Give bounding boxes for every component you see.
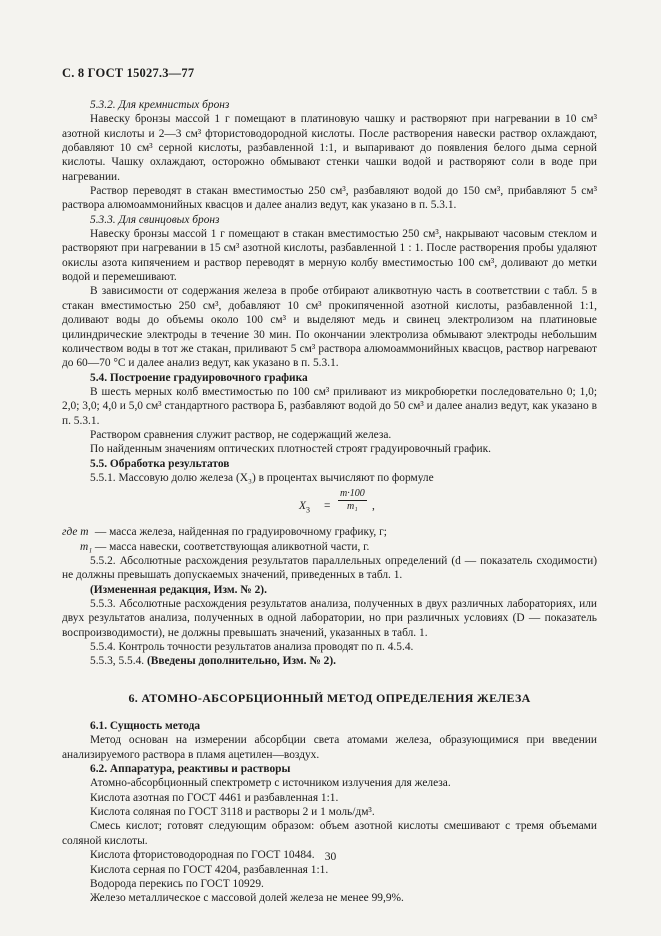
formula-denominator: m₁ [347, 501, 358, 513]
paragraph: В зависимости от содержания железа в пробе отбирают аликвотную часть в соответствии с табл. 5 в стакан вместимостью 250 см³, добавляют 10 см³ прокипяченной азотной кислоты, разбавленной 1:1, доливают воды до объемы около 100 см³ и выделяют медь и свинец электролизом на платиновые цилиндрические электроды в течение 30 мин. По окончании электролиза обмывают электроды небольшим количеством воды в тот же стакан, приливают 5 см³ раствора алюмоаммонийных квасцов, раствор нагревают до 60—70 °С и далее анализ ведут, как указано в п. 5.3.1. [62, 285, 597, 370]
note-prefix: 5.5.3, 5.5.4. [90, 655, 147, 668]
formula-index: 3 [305, 505, 310, 515]
paragraph: Раствор переводят в стакан вместимостью 250 см³, разбавляют водой до 150 см³, прибавляют 5 см³ раствора алюмоаммонийных квасцов и далее анализ ведут, как указано в п. 5.3.1. [62, 185, 597, 212]
paragraph: В шесть мерных колб вместимостью по 100 см³ приливают из микробюретки последовательно 0; 1,0; 2,0; 3,0; 4,0 и 5,0 см³ стандартного раствора Б, разбавляют водой до 50 см³ и далее анализ ведут, как указано в п. 5.3.1. [62, 385, 597, 427]
page-header: С. 8 ГОСТ 15027.3—77 [62, 66, 195, 80]
formula-legend-item [62, 525, 597, 539]
reagent-item: Кислота азотная по ГОСТ 4461 и разбавленная 1:1. [90, 791, 339, 804]
formula [62, 487, 597, 525]
reagent-item: Водорода перекись по ГОСТ 10929. [90, 877, 264, 890]
paragraph: 5.5.2. Абсолютные расхождения результатов параллельных определений (d — показатель сходимости) не должны превышать допускаемых значений, приведенных в табл. 1. [62, 554, 597, 582]
formula-numerator: m·100 [340, 488, 365, 500]
subsection-title-5-3-2: 5.3.2. Для кремнистых бронз [90, 99, 230, 111]
reagent-item: Железо металлическое с массовой долей железа не менее 99,9%. [90, 892, 404, 905]
subsection-title-5-3-3: 5.3.3. Для свинцовых бронз [90, 213, 220, 226]
legend-text: — масса железа, найденная по градуировочному графику, г; [94, 526, 387, 539]
formula-fraction [338, 488, 367, 513]
legend-text: — масса навески, соответствующая аликвотной части, г. [94, 540, 370, 553]
section-title-5-5: 5.5. Обработка результатов [90, 457, 230, 470]
section-title-6: 6. АТОМНО-АБСОРБЦИОННЫЙ МЕТОД ОПРЕДЕЛЕНИЯ ЖЕЛЕЗА [128, 690, 531, 705]
paragraph: Раствором сравнения служит раствор, не содержащий железа. [90, 428, 392, 441]
paragraph: 5.5.4. Контроль точности результатов анализа проводят по п. 4.5.4. [90, 641, 414, 654]
page-number: 30 [324, 851, 337, 863]
formula-lhs [299, 499, 310, 513]
section-title-5-4: 5.4. Построение градуировочного графика [90, 371, 308, 384]
note-bold: (Введены дополнительно, Изм. № 2). [146, 655, 336, 668]
formula-legend-item [62, 540, 597, 554]
paragraph-introduced-note [62, 654, 597, 668]
paragraph: Навеску бронзы массой 1 г помещают в стакан вместимостью 250 см³, накрывают часовым стеклом и растворяют при нагревании в 15 см³ азотной кислоты, разбавленной 1 : 1. После растворения пробы удаляют окислы азота кипячением и раствор переводят в мерную колбу вместимостью 100 см³, доливают до метки водой и перемешивают. [62, 228, 597, 284]
document-body [62, 98, 597, 906]
legend-symbol: m₁ [80, 540, 93, 553]
paragraph: Метод основан на измерении абсорбции света атомами железа, образующимися при введении анализируемого раствора в пламя ацетилен—воздух. [62, 734, 597, 761]
reagent-item: Смесь кислот; готовят следующим образом: объем азотной кислоты смешивают с тремя объемами соляной кислоты. [62, 820, 597, 847]
paragraph: Навеску бронзы массой 1 г помещают в платиновую чашку и растворяют при нагревании в 10 см³ азотной кислоты и 2—3 см³ фтористоводородной кислоты. После растворения навески раствор охлаждают, добавляют 10 см³ серной кислоты, разбавленной 1:1, и выпаривают до появления белого дыма серной кислоты. Чашку охлаждают, осторожно обмывают стенки чашки водой и растворяют соли в воде при нагревании. [62, 113, 597, 183]
legend-symbol: где m [62, 526, 89, 539]
paragraph: 5.5.3. Абсолютные расхождения результатов анализа, полученных в двух различных лабораториях, или двух результатов анализа, полученных в одной лаборатории, но при различных условиях (D — показатель воспроизводимости), не должны превышать значений, указанных в табл. 1. [62, 598, 597, 639]
formula-symbol: X [299, 500, 306, 513]
formula-comma: , [372, 500, 375, 513]
paragraph: По найденным значениям оптических плотностей строят градуировочный график. [90, 443, 492, 456]
reagent-item: Кислота соляная по ГОСТ 3118 и растворы 2 и 1 моль/дм³. [90, 806, 375, 819]
reagent-item: Кислота фтористоводородная по ГОСТ 10484. [90, 849, 315, 862]
edit-note: (Измененная редакция, Изм. № 2). [90, 583, 267, 596]
reagent-item: Кислота серная по ГОСТ 4204, разбавленная 1:1. [90, 863, 329, 876]
paragraph: 5.5.1. Массовую долю железа (X₃) в процентах вычисляют по формуле [90, 471, 434, 484]
reagent-item: Атомно-абсорбционный спектрометр с источником излучения для железа. [90, 777, 451, 790]
subsection-title-6-2: 6.2. Аппаратура, реактивы и растворы [90, 763, 291, 776]
subsection-title-6-1: 6.1. Сущность метода [90, 720, 201, 733]
formula-equals: = [324, 500, 331, 513]
